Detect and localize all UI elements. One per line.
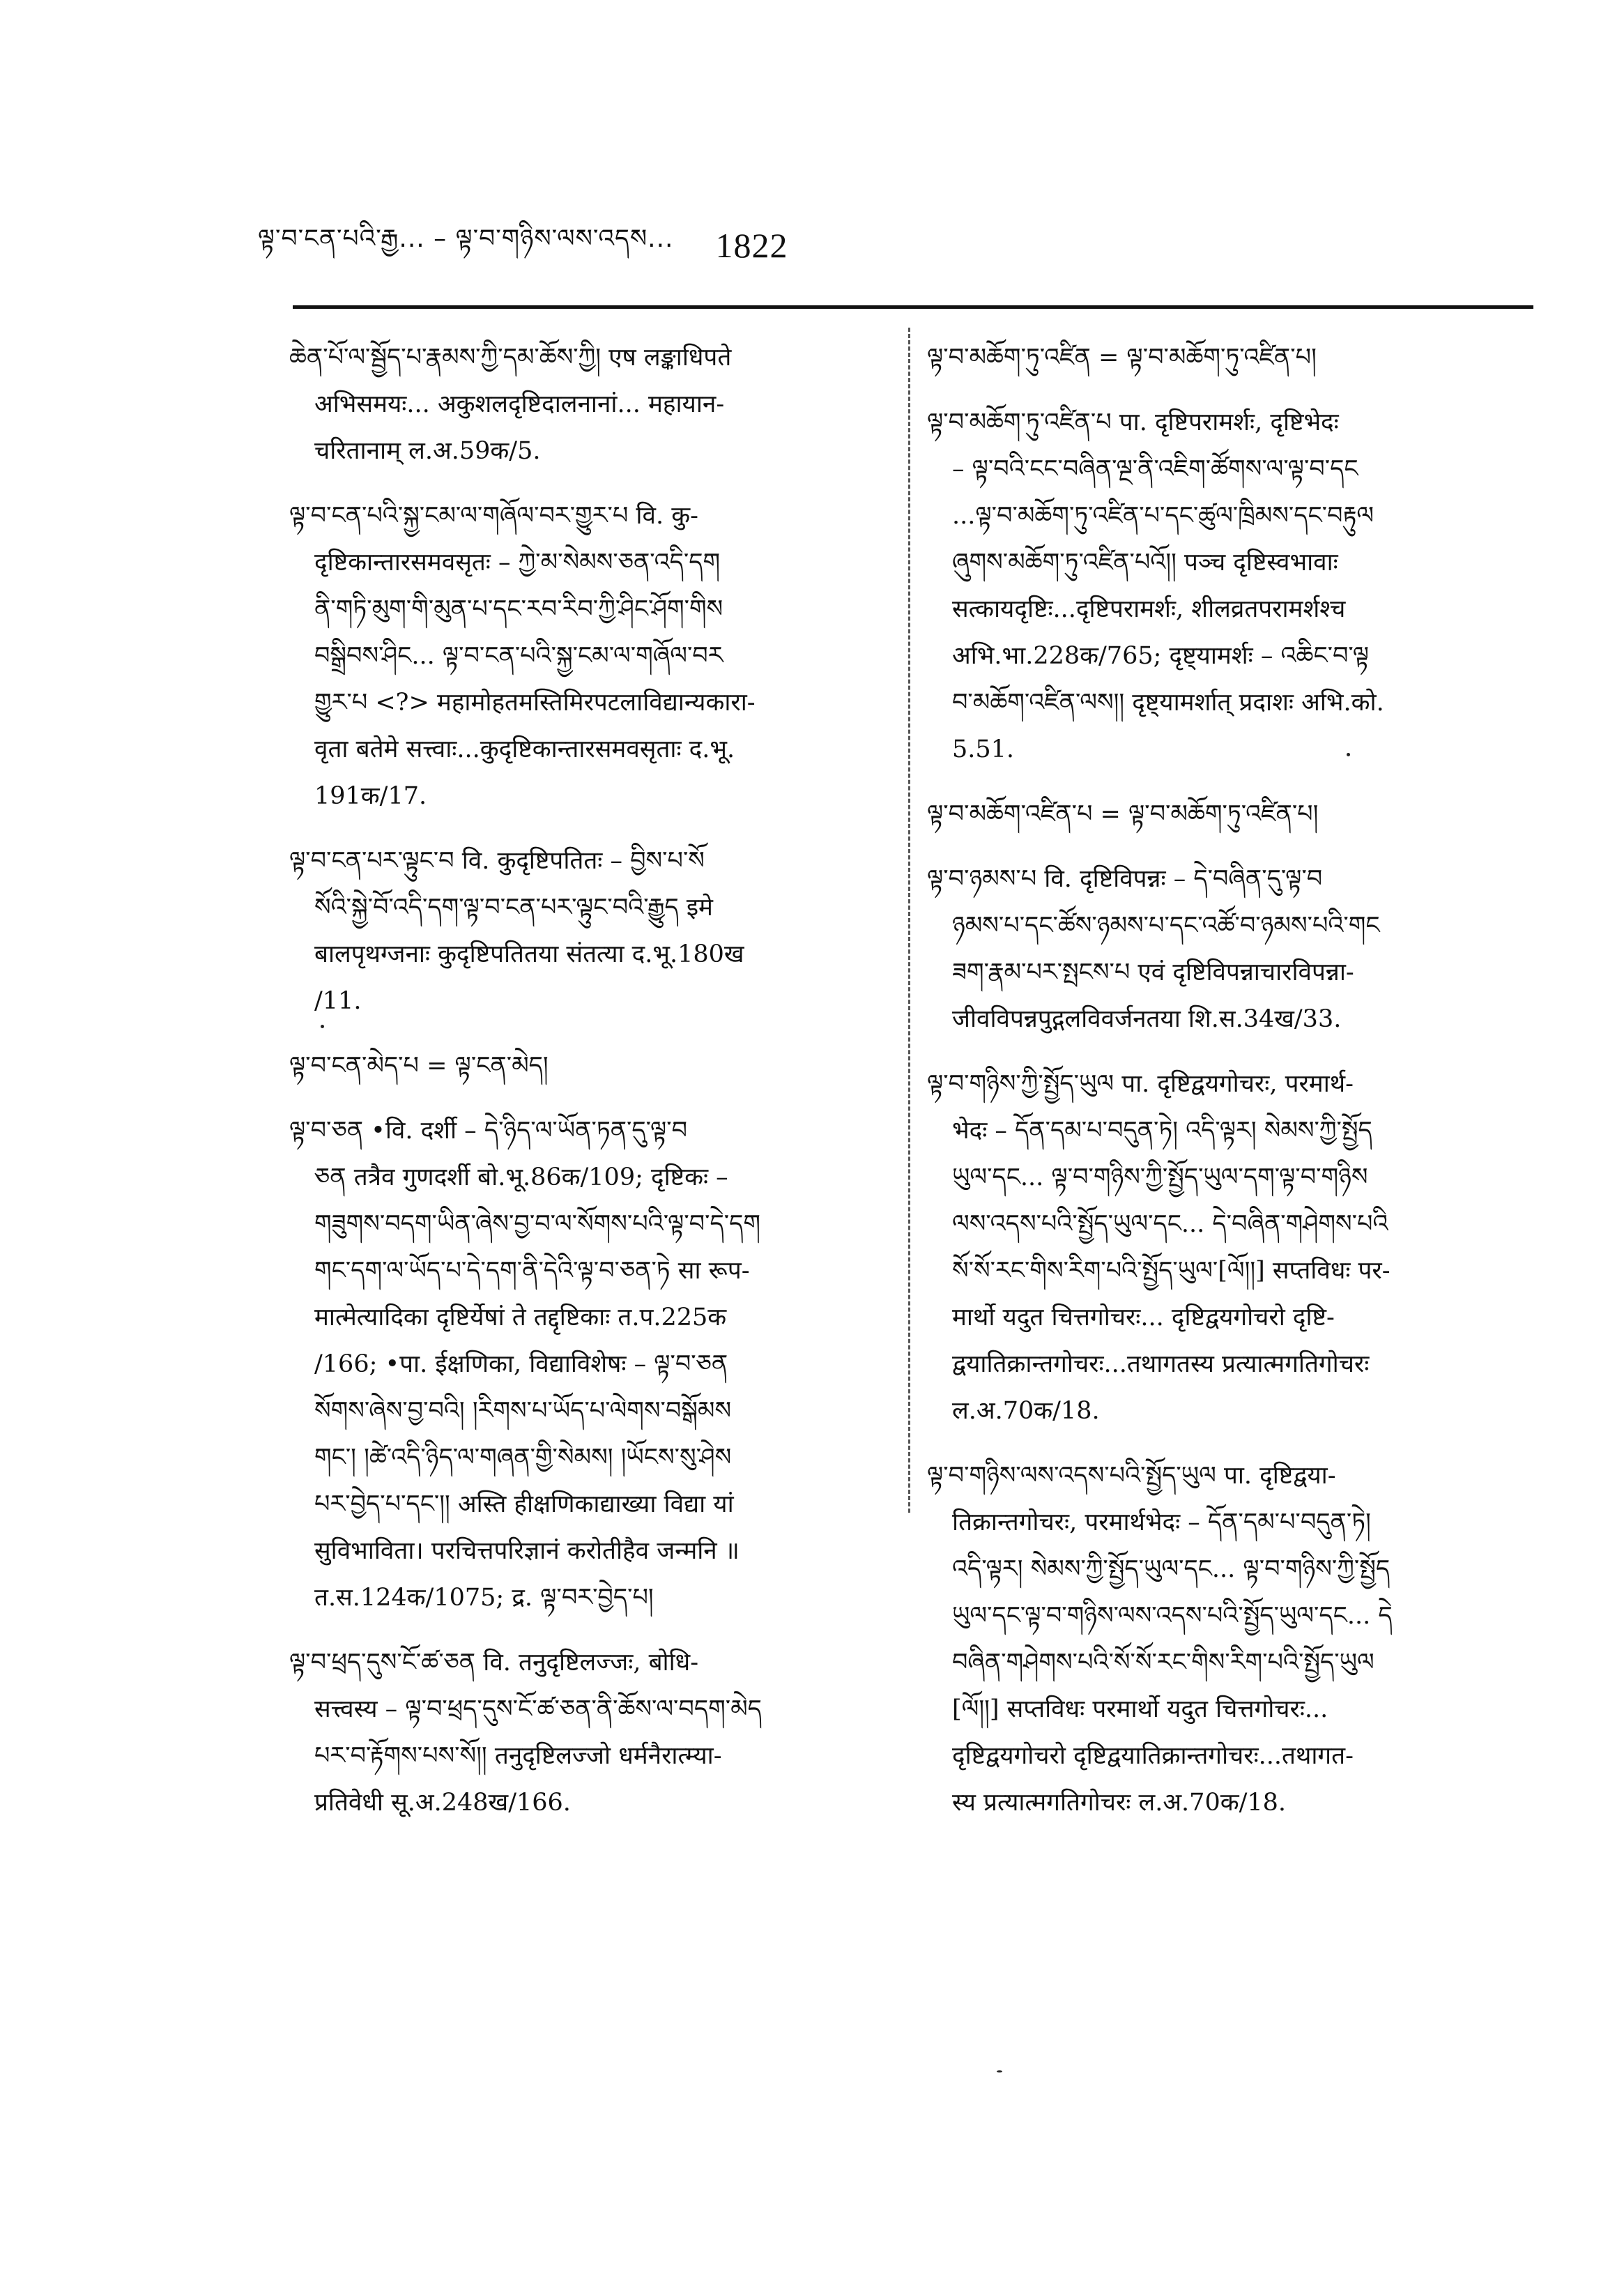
entry-text-line: तिक्रान्तगोचरः, परमार्थभेदः – དོན་དམ་པ་བདུན་ཏེ། [952, 1509, 1371, 1536]
dictionary-entry [927, 399, 1540, 773]
entry-text-line: ཉམས་པ་དང་ཚོས་ཉམས་པ་དང་འཚོ་བ་ཉམས་པའི་གང [952, 912, 1380, 940]
entry-text-line: སོའི་སྐྱེ་བོ་འདི་དག་ལྟ་བ་ངན་པར་ལྟུང་བའི་རྒྱུད इमे [314, 894, 713, 922]
entry-text-line: བཞིན་གཤེགས་པའི་སོ་སོ་རང་གིས་རིག་པའི་སྤྱོད་ཡུལ [952, 1649, 1374, 1677]
entry-text-line: मात्मेत्यादिका दृष्टिर्येषां ते तद्दृष्टिकाः त.प.225क [314, 1304, 727, 1331]
entry-text-line: [ལོ།།] सप्तविधः परमार्थो यदुत चित्तगोचरः... [952, 1695, 1328, 1723]
entry-headword-line: ལྟ་བ་ཅན •वि. दर्शी – དེ་ཉིད་ལ་ཡོན་ཏན་དུ་ལྟ་བ [289, 1117, 688, 1145]
entry-text-line: གང་། །ཚེ་འདི་ཉིད་ལ་གཞན་གྱི་སེམས། །ཡོངས་སུ་ཤེས [314, 1444, 732, 1472]
entry-text-line: གྱུར་པ <?> महामोहतमस्तिमिरपटलाविद्यान्यकारा- [314, 689, 756, 717]
entry-text-line: अभि.भा.228क/765; दृष्ट्यामर्शः – འཆིང་བ་ལྟ [952, 642, 1370, 670]
entry-headword-line: ལྟ་བ་ཉམས་པ वि. दृष्टिविपन्नः – དེ་བཞིན་དུ་ལྟ་བ [927, 865, 1323, 893]
entry-text-line: जीवविपन्नपुद्गलविवर्जनतया शि.स.34ख/33. [952, 1005, 1342, 1033]
dictionary-entry [289, 1640, 917, 1826]
entry-text-line: बालपृथग्जनाः कुदृष्टिपतितया संतत्या द.भू.180ख [314, 940, 744, 968]
entry-text-line: 191क/17. [314, 782, 427, 810]
scan-speck [997, 2070, 1002, 2072]
entry-text-line: सुविभाविता। परचित्तपरिज्ञानं करोतीहैव जन्मनि ॥ [314, 1537, 740, 1565]
entry-headword-line: ལྟ་བ་མཆོག་ཏུ་འཛིན་པ पा. दृष्टिपरामर्शः, दृष्टिभेदः [927, 409, 1339, 436]
entry-headword-line: ལྟ་བ་ཕྲད་དུས་ངོ་ཚ་ཅན वि. तनुदृष्टिलज्जः, बोधि- [289, 1649, 699, 1677]
entry-text-line: वृता बतेमे सत्त्वाः...कुदृष्टिकान्तारसमवसृताः द.भू. [314, 735, 735, 763]
entry-headword-line: ལྟ་བ་མཆོག་འཛིན་པ = ལྟ་བ་མཆོག་ཏུ་འཛིན་པ། [927, 800, 1319, 828]
entry-text-line: दृष्टिद्वयगोचरो दृष्टिद्वयातिक्रान्तगोचरः...तथागत- [952, 1742, 1354, 1770]
dictionary-entry [289, 1043, 917, 1090]
entry-headword-line: ལྟ་བ་ངན་པའི་སྐྱ་ངམ་ལ་གཞོལ་བར་གྱུར་པ वि. कु- [289, 502, 698, 530]
dictionary-entry [289, 335, 917, 475]
dictionary-entry [927, 335, 1540, 381]
left-column [289, 335, 917, 1845]
entry-headword-line: ལྟ་བ་གཉིས་ལས་འདས་པའི་སྤྱོད་ཡུལ पा. दृष्टिद्वया- [927, 1462, 1336, 1490]
entry-text-line: ལས་འདས་པའི་སྤྱོད་ཡུལ་དང... དེ་བཞིན་གཤེགས་པའི [952, 1210, 1388, 1238]
entry-text-line: འདི་ལྟར། སེམས་ཀྱི་སྤྱོད་ཡུལ་དང... ལྟ་བ་གཉིས་ཀྱི་སྤྱོད [952, 1555, 1391, 1583]
entry-text-line: चरितानाम् ल.अ.59क/5. [314, 437, 541, 465]
entry-text-line: /11. [314, 987, 362, 1015]
entry-headword-line: ལྟ་བ་ངན་པར་ལྟུང་བ वि. कुदृष्टिपतितः – བྱིས་པ་སོ [289, 847, 705, 875]
page-number: 1822 [715, 226, 788, 265]
dictionary-entry [927, 856, 1540, 1043]
entry-text-line: /166; •पा. ईक्षणिका, विद्याविशेषः – ལྟ་བ་ཅན [314, 1350, 728, 1378]
entry-text-line: – ལྟ་བའི་ངང་བཞིན་ལྔ་ནི་འཇིག་ཚོགས་ལ་ལྟ་བ་དང [952, 455, 1358, 483]
entry-text-line: ནི་གཏི་མུག་གི་མུན་པ་དང་རབ་རིབ་ཀྱི་ཤིང་ཤོག་གིས [314, 595, 723, 623]
dictionary-entry [289, 493, 917, 820]
entry-text-line: ཡུལ་དང་ལྟ་བ་གཉིས་ལས་འདས་པའི་སྤྱོད་ཡུལ་དང... དེ [952, 1602, 1393, 1630]
entry-text-line: भेदः – དོན་དམ་པ་བདུན་ཏེ། འདི་ལྟར། སེམས་ཀྱི་སྤྱོད [952, 1117, 1372, 1145]
entry-headword-line: ཆེན་པོ་ལ་སྦྱོད་པ་རྣམས་ཀྱི་དམ་ཆོས་ཀྱི། एष लङ्काधिपते [289, 344, 732, 372]
dictionary-entry [289, 838, 917, 1025]
entry-text-line: བ་མཆོག་འཛིན་ལས།། दृष्ट्यामर्शात् प्रदाशः अभि.को. [952, 689, 1384, 717]
entry-text-line: པར་བ་རྟོགས་པས་སོ།། तनुदृष्टिलज्जो धर्मनैरात्म्या- [314, 1742, 722, 1770]
entry-text-line: दृष्टिकान्तारसमवसृतः – ཀྱེ་མ་སེམས་ཅན་འདི་དག [314, 549, 721, 577]
entry-text-line: प्रतिवेधी सू.अ.248ख/166. [314, 1789, 571, 1817]
entry-text-line: གང་དག་ལ་ཡོད་པ་དེ་དག་ནི་དེའི་ལྟ་བ་ཅན་ཏེ सा रूप- [314, 1257, 750, 1285]
entry-text-line: स्य प्रत्यात्मगतिगोचरः ल.अ.70क/18. [952, 1789, 1287, 1817]
entry-text-line: सत्कायदृष्टिः...दृष्टिपरामर्शः, शीलव्रतपरामर्शश्च [952, 595, 1346, 623]
entry-text-line: ल.अ.70क/18. [952, 1397, 1100, 1425]
dictionary-entry [927, 1453, 1540, 1826]
entry-text-line: གཟུགས་བདག་ཡིན་ཞེས་བྱ་བ་ལ་སོགས་པའི་ལྟ་བ་དེ་དག [314, 1210, 760, 1238]
entry-text-line: द्वयातिक्रान्तगोचरः...तथागतस्य प्रत्यात्मगतिगोचरः [952, 1350, 1370, 1378]
dictionary-entry [289, 1108, 917, 1621]
entry-text-line: ཟག་རྣམ་པར་སྤངས་པ एवं दृष्टिविपन्नाचारविपन्ना- [952, 959, 1354, 986]
entry-text-line: अभिसमयः... अकुशलदृष्टिदालनानां... महायान- [314, 390, 725, 418]
dictionary-entry [927, 1061, 1540, 1435]
right-column [927, 335, 1540, 1845]
running-header [258, 217, 1512, 273]
entry-text-line: བསྒྲིབས་ཤིང... ལྟ་བ་ངན་པའི་སྐྱ་ངམ་ལ་གཞོལ་བར [314, 642, 723, 670]
dictionary-entry [927, 791, 1540, 838]
entry-text-line: मार्थो यदुत चित्तगोचरः... दृष्टिद्वयगोचरो दृष्टि- [952, 1304, 1335, 1331]
entry-headword-line: ལྟ་བ་མཆོག་ཏུ་འཛིན = ལྟ་བ་མཆོག་ཏུ་འཛིན་པ། [927, 344, 1317, 372]
entry-text-line: त.स.124क/1075; द्र. ལྟ་བར་བྱེད་པ། [314, 1584, 654, 1612]
header-entry-range: ལྟ་བ་ངན་པའི་རྒྱ... – ལྟ་བ་གཉིས་ལས་འདས... [258, 224, 674, 253]
entry-text-line: སོགས་ཞེས་བྱ་བའི། །རིགས་པ་ཡོད་པ་ལེགས་བསྒོམས [314, 1397, 732, 1425]
entry-text-line: ཡུལ་དང... ལྟ་བ་གཉིས་ཀྱི་སྤྱོད་ཡུལ་དག་ལྟ་བ་གཉིས [952, 1163, 1368, 1191]
entry-headword-line: ལྟ་བ་ངན་མེད་པ = ལྟ་ངན་མེད། [289, 1052, 549, 1080]
entry-text-line: 5.51. [952, 735, 1015, 763]
entry-headword-line: ལྟ་བ་གཉིས་ཀྱི་སྤྱོད་ཡུལ पा. दृष्टिद्वयगोचरः, परमार्थ- [927, 1070, 1354, 1098]
entry-text-line: सत्त्वस्य – ལྟ་བ་ཕྲད་དུས་ངོ་ཚ་ཅན་ནི་ཆོས་ལ་བདག་མེད [314, 1695, 762, 1723]
entry-text-line: པར་བྱེད་པ་དང་།། अस्ति हीक्षणिकाद्याख्या विद्या यां [314, 1490, 734, 1518]
header-rule [293, 305, 1533, 309]
entry-text-line: ...ལྟ་བ་མཆོག་ཏུ་འཛིན་པ་དང་ཚུལ་ཁྲིམས་དང་བརྟུལ [952, 502, 1374, 530]
entry-text-line: ཅན तत्रैव गुणदर्शी बो.भू.86क/109; दृष्टिकः – [314, 1163, 728, 1191]
entry-text-line: སོ་སོ་རང་གིས་རིག་པའི་སྤྱོད་ཡུལ་[ལོ།།] सप्तविधः पर- [952, 1257, 1391, 1285]
entry-text-line: ཞུགས་མཆོག་ཏུ་འཛིན་པའོ།། पञ्च दृष्टिस्वभावाः [952, 549, 1338, 577]
